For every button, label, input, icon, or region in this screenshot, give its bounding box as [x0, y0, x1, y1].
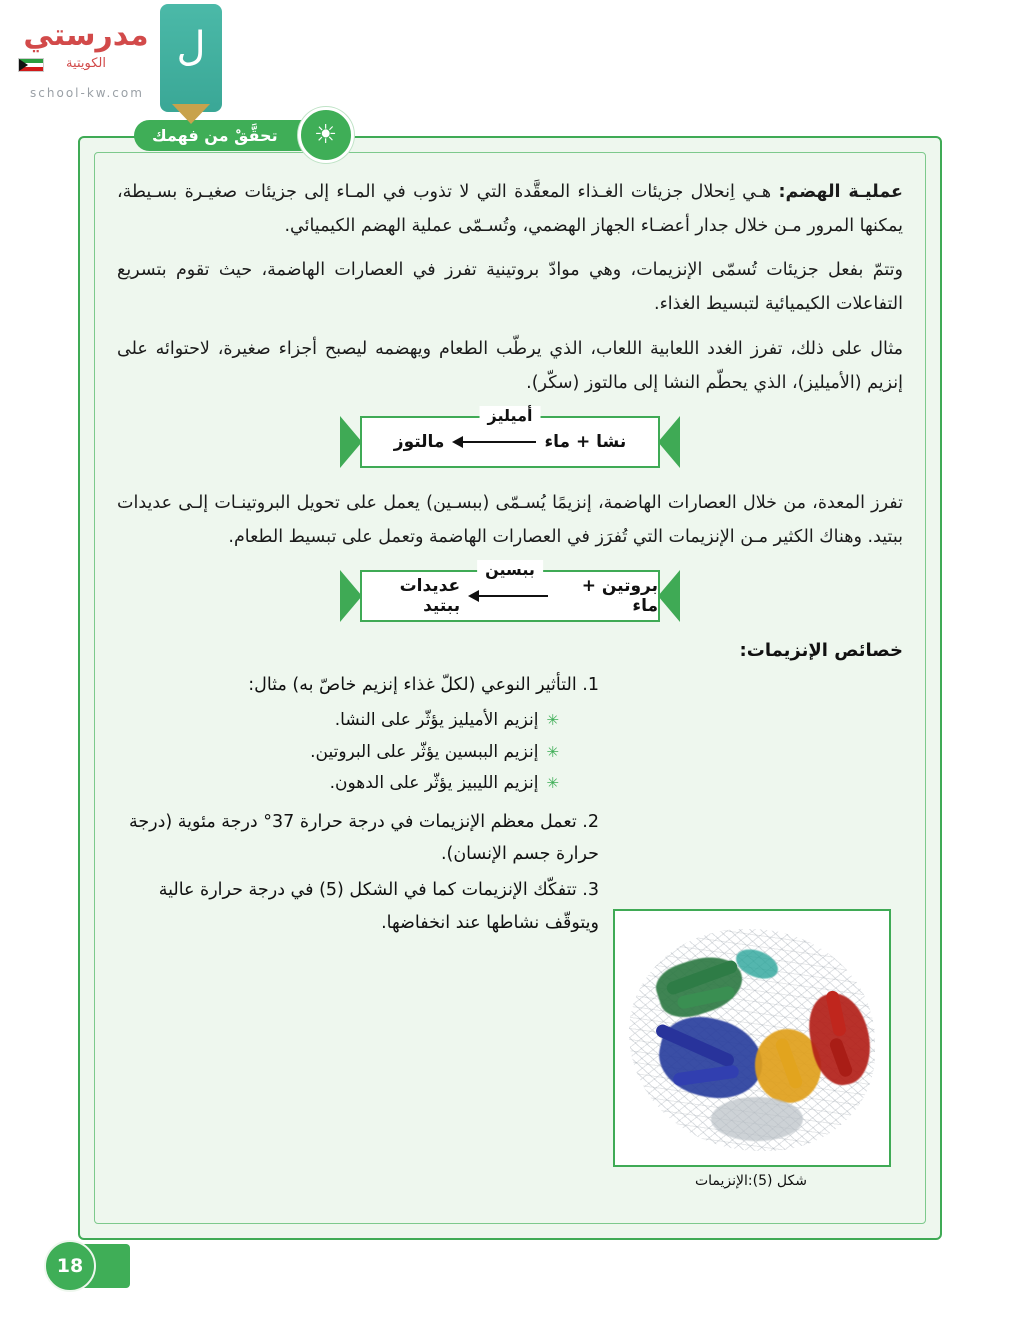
lightbulb-glyph: ☀ [313, 120, 338, 150]
star-bullet-icon: ✳ [546, 711, 559, 730]
star-bullet-icon: ✳ [546, 742, 559, 761]
amylase-reaction-banner [117, 405, 903, 468]
amylase-products: مالتوز [393, 431, 445, 452]
definition-text: هـي اِنحلال جزيئات الغـذاء المعقَّدة التي لا تذوب في المـاء إلى جزيئات صغيـرة بسـيطة، يمكنها المرور مـن خلال جدار أعضـاء الجهاز الهضمي، وتُسـمّى عملية الهضم الكيميائي. [117, 182, 903, 237]
lightbulb-icon [298, 107, 354, 163]
pepsin-reactants: بروتين + ماء [581, 576, 658, 616]
page-number-value: 18 [44, 1240, 96, 1292]
figure-caption: شكل (5):الإنزيمات [694, 1173, 807, 1189]
amylase-reactants: نشا + ماء [544, 431, 627, 452]
watermark-title: مدرستي [23, 18, 149, 53]
arrow-icon [468, 590, 548, 602]
watermark-badge [160, 4, 222, 112]
sub-item-text: إنزيم الببسين يؤثّر على البروتين. [310, 741, 539, 762]
sub-item-text: إنزيم الأميليز يؤثّر على النشا. [334, 710, 539, 731]
site-watermark [0, 0, 206, 130]
properties-and-figure [117, 669, 903, 943]
pepsin-products: عديدات ببتيد [399, 576, 461, 616]
property-1-subitems [117, 705, 559, 799]
star-bullet-icon: ✳ [546, 774, 559, 793]
figure-image [613, 909, 891, 1167]
watermark-badge-glyph: ل [176, 24, 206, 70]
paragraph-definition [117, 175, 903, 243]
blob-grey [711, 1097, 803, 1141]
property-item-1: 1. التأثير النوعي (لكلّ غذاء إنزيم خاصّ به) مثال: [248, 675, 599, 695]
page-number [44, 1240, 148, 1292]
paragraph-enzymes: وتتمّ بفعل جزيئات تُسمّى الإنزيمات، وهي موادّ بروتينية تفرز في العصارات الهاضمة، حيث تقوم بتسريع التفاعلات الكيميائية لتبسيط الغذاء. [117, 260, 903, 315]
definition-lead: عمليـة الهضم: [778, 182, 904, 202]
property-item-3: 3. تتفكّك الإنزيمات كما في الشكل (5) في درجة حرارة عالية ويتوقّف نشاطها عند انخفاضها. [158, 880, 599, 933]
lesson-page [78, 120, 942, 1240]
properties-heading: خصائص الإنزيمات: [739, 640, 903, 661]
list-item [117, 768, 559, 799]
sub-item-text: إنزيم الليبيز يؤثّر على الدهون. [329, 773, 539, 794]
watermark-url: school-kw.com [30, 86, 144, 100]
page-content [94, 152, 926, 1224]
paragraph-pepsin: تفرز المعدة، من خلال العصارات الهاضمة، إنزيمًا يُسـمّى (ببسـين) يعمل على تحويل البروتينـات إلـى عديدات ببتيد. وهناك الكثير مـن الإنزيمات التي تُفرَز في العصارات الهاضمة وتعمل على تبسيط الطعام. [117, 492, 903, 547]
paragraph-saliva-example: مثال على ذلك، تفرز الغدد اللعابية اللعاب، الذي يرطّب الطعام ويهضمه ليصبح أجزاء صغيرة، لاحتوائه على إنزيم (الأميليز)، الذي يحطّم النشا إلى مالتوز (سكّر). [117, 338, 903, 393]
arrow-icon [452, 436, 536, 448]
property-item-2: 2. تعمل معظم الإنزيمات في درجة حرارة 37° درجة مئوية (درجة حرارة جسم الإنسان). [128, 811, 599, 865]
properties-list [117, 669, 599, 943]
pepsin-reaction-banner [117, 560, 903, 622]
pepsin-enzyme-label: ببسين [477, 560, 543, 579]
list-item [117, 737, 559, 768]
amylase-enzyme-label: أميليز [480, 406, 541, 425]
watermark-badge-tail-icon [172, 104, 210, 124]
list-item [117, 705, 559, 736]
check-understanding-label: تحقَّقْ من فهمك [134, 120, 324, 151]
watermark-subtitle: الكويتية [66, 56, 106, 71]
figure-enzyme [611, 909, 891, 1189]
